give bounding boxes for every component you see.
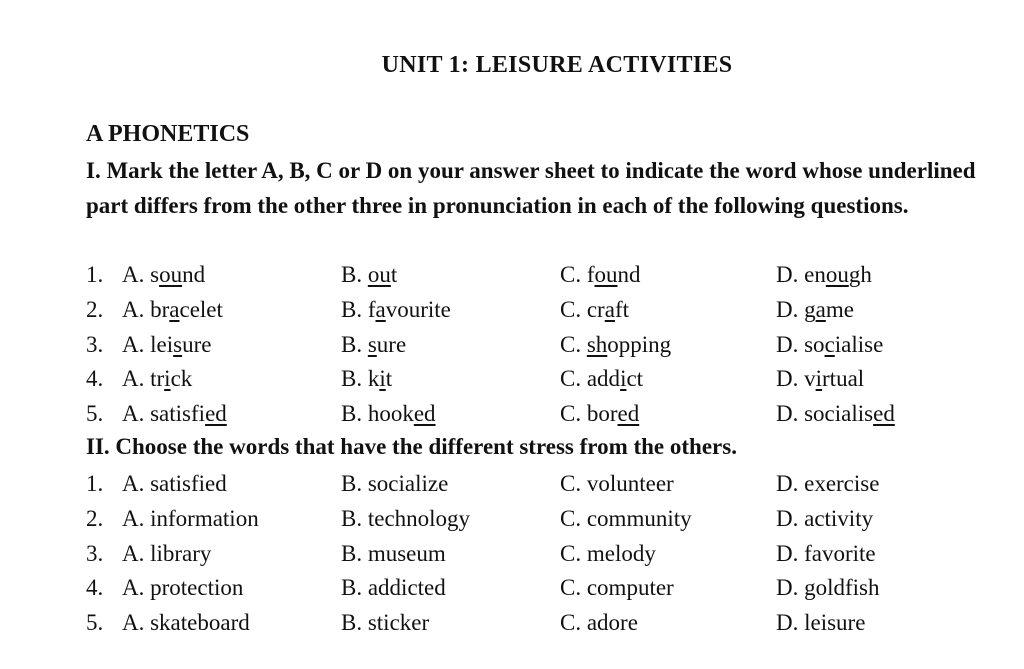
- option-d: D. leisure: [776, 610, 866, 636]
- option-d: D. favorite: [776, 540, 876, 566]
- underlined-part: ou: [594, 262, 618, 287]
- part1-question-list: [86, 258, 986, 432]
- option-b: B. hooked: [341, 401, 436, 427]
- option-d: D. enough: [776, 262, 872, 287]
- option-c: C. melody: [560, 540, 656, 566]
- option-c: C. craft: [560, 296, 629, 322]
- option-c: C. addict: [560, 366, 644, 392]
- question-number: 3.: [86, 540, 104, 566]
- underlined-part: i: [815, 366, 823, 392]
- option-a: A. leisure: [122, 331, 212, 357]
- underlined-part: ou: [159, 262, 183, 287]
- question-number: 1.: [86, 471, 104, 496]
- option-a: A. skateboard: [122, 610, 250, 636]
- question-row: [86, 258, 986, 293]
- question-row: [86, 397, 986, 432]
- option-d: D. goldfish: [776, 575, 880, 601]
- option-d: D. game: [776, 296, 854, 322]
- underlined-part: ed: [205, 401, 227, 427]
- underlined-part: i: [620, 366, 627, 392]
- option-a: A. trick: [122, 366, 193, 392]
- option-c: C. found: [560, 262, 641, 287]
- option-a: A. sound: [122, 262, 206, 287]
- option-a: A. satisfied: [122, 471, 227, 496]
- question-row: [86, 502, 986, 537]
- question-row: [86, 362, 986, 397]
- underlined-part: a: [815, 296, 826, 322]
- underlined-part: i: [379, 366, 386, 392]
- option-c: C. community: [560, 505, 692, 531]
- underlined-part: ed: [617, 401, 640, 427]
- question-number: 1.: [86, 262, 104, 287]
- option-d: D. virtual: [776, 366, 865, 392]
- option-a: A. bracelet: [122, 296, 223, 322]
- option-a: A. library: [122, 540, 212, 566]
- underlined-part: i: [164, 366, 171, 392]
- question-row: [86, 328, 986, 363]
- part1-instruction: I. Mark the letter A, B, C or D on your answer sheet to indicate the word whose underlined part differs from the other three in pronunciation in each of the following questions.: [86, 158, 976, 218]
- option-c: C. volunteer: [560, 471, 674, 496]
- part2-question-list: [86, 467, 986, 641]
- underlined-part: ou: [825, 262, 849, 287]
- option-a: A. information: [122, 505, 259, 531]
- option-c: C. shopping: [560, 331, 672, 357]
- option-b: B. museum: [341, 540, 446, 566]
- question-number: 4.: [86, 575, 104, 601]
- question-row: [86, 293, 986, 328]
- option-b: B. favourite: [341, 296, 451, 322]
- option-b: B. technology: [341, 505, 471, 531]
- underlined-part: ed: [413, 401, 436, 427]
- underlined-part: s: [173, 331, 183, 357]
- underlined-part: s: [367, 331, 377, 357]
- underlined-part: a: [169, 296, 180, 322]
- option-d: D. socialise: [776, 331, 884, 357]
- underlined-part: c: [824, 331, 835, 357]
- question-row: [86, 606, 986, 641]
- underlined-part: sh: [586, 331, 608, 357]
- option-d: D. exercise: [776, 471, 880, 496]
- option-b: B. sure: [341, 331, 407, 357]
- option-c: C. adore: [560, 610, 638, 636]
- option-d: D. activity: [776, 505, 874, 531]
- option-c: C. computer: [560, 575, 674, 601]
- option-c: C. bored: [560, 401, 640, 427]
- underlined-part: a: [604, 296, 615, 322]
- option-b: B. kit: [341, 366, 393, 392]
- question-number: 3.: [86, 331, 104, 357]
- option-a: A. protection: [122, 575, 244, 601]
- option-b: B. sticker: [341, 610, 430, 636]
- question-number: 5.: [86, 610, 104, 636]
- underlined-part: a: [375, 296, 386, 322]
- underlined-part: ed: [873, 401, 895, 427]
- question-number: 2.: [86, 505, 104, 531]
- underlined-part: ou: [367, 262, 391, 287]
- page-title: UNIT 1: LEISURE ACTIVITIES: [381, 52, 733, 78]
- question-row: [86, 571, 986, 606]
- question-number: 2.: [86, 296, 104, 322]
- option-a: A. satisfied: [122, 401, 227, 427]
- option-d: D. socialised: [776, 401, 895, 427]
- option-b: B. addicted: [341, 575, 446, 601]
- part2-instruction: II. Choose the words that have the different stress from the others.: [86, 434, 737, 459]
- question-row: [86, 537, 986, 572]
- section-heading-phonetics: A PHONETICS: [86, 121, 250, 147]
- option-b: B. socialize: [341, 471, 449, 496]
- question-number: 4.: [86, 366, 104, 392]
- question-number: 5.: [86, 401, 104, 427]
- option-b: B. out: [341, 262, 398, 287]
- question-row: [86, 467, 986, 502]
